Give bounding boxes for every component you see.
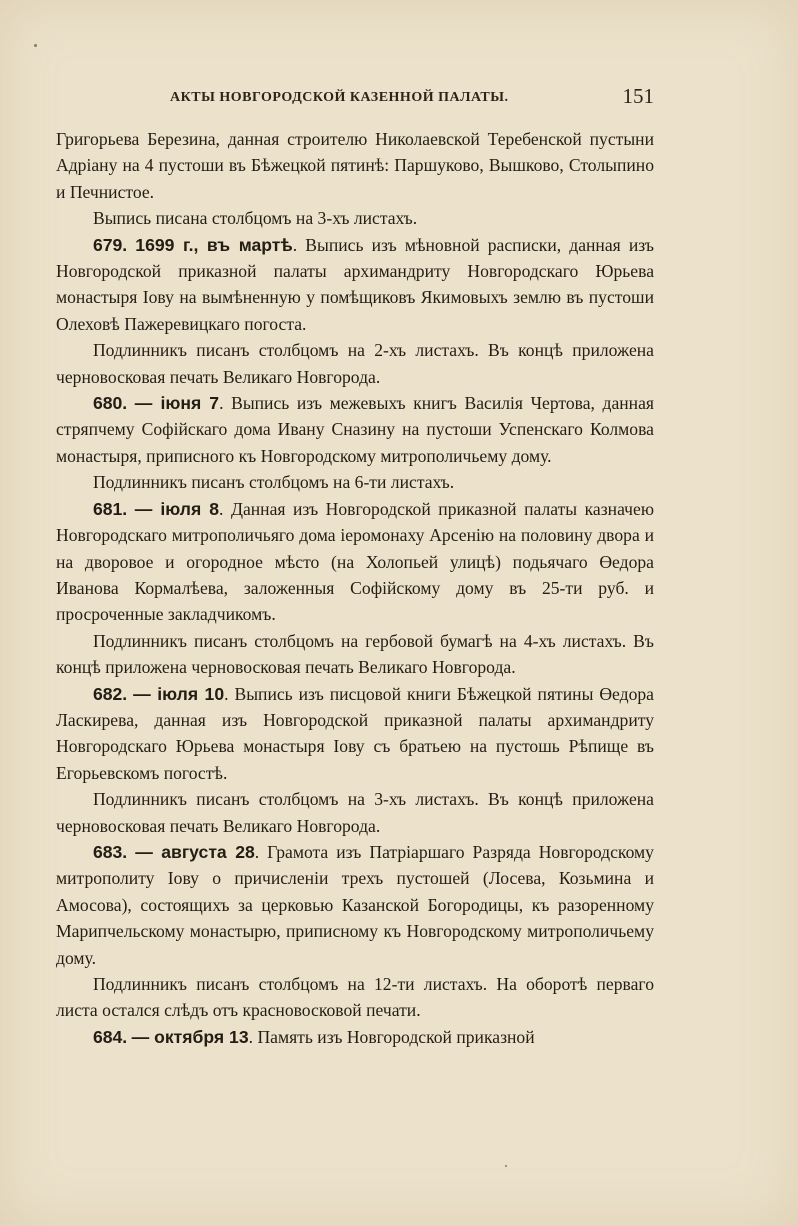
paragraph-note xyxy=(56,337,654,390)
entry-683 xyxy=(56,839,654,971)
page-header xyxy=(160,84,660,114)
entry-number: 681. xyxy=(92,498,128,519)
entry-date: — октября 13 xyxy=(131,1026,249,1047)
paragraph-text: Подлинникъ писанъ столбцомъ на 6-ти листахъ. xyxy=(92,472,455,493)
page-number: 151 xyxy=(622,84,654,108)
entry-number: 683. xyxy=(92,841,128,862)
paper-speck xyxy=(34,44,37,47)
entry-text: . Память изъ Новгородской приказной xyxy=(248,1026,535,1047)
paragraph-text: Подлинникъ писанъ столбцомъ на 2-хъ листахъ. Въ концѣ приложена черновосковая печать Великаго Новгорода. xyxy=(56,340,654,387)
entry-date: 1699 г., въ мартѣ xyxy=(135,234,293,255)
entry-679 xyxy=(56,232,654,338)
entry-682 xyxy=(56,681,654,787)
entry-date: — іюня 7 xyxy=(134,393,220,414)
entry-number: 679. xyxy=(92,234,128,255)
paragraph-text: Подлинникъ писанъ столбцомъ на 12-ти листахъ. На оборотѣ перваго листа остался слѣдъ отъ красновосковой печати. xyxy=(56,974,654,1021)
entry-text: . Выпись изъ межевыхъ книгъ Василія Чертова, данная стряпчему Софійскаго дома Ивану Сназину на пустоши Успенскаго Колмова монастыря, приписного къ Новгородскому митрополичьему дому. xyxy=(56,393,654,466)
paragraph-text: Подлинникъ писанъ столбцомъ на гербовой бумагѣ на 4-хъ листахъ. Въ концѣ приложена черновосковая печать Великаго Новгорода. xyxy=(56,630,654,678)
paragraph-text: Григорьева Березина, данная строителю Николаевской Теребенской пустыни Адріану на 4 пустоши въ Бѣжецкой пятинѣ: Паршуково, Вышково, Столыпино и Печнистое. xyxy=(56,129,654,202)
entry-text: . Грамота изъ Патріаршаго Разряда Новгородскому митрополиту Іову о причисленіи трехъ пустошей (Лосева, Козьмина и Амосова), состоящихъ за церковью Казанской Богородицы, къ разоренному Марипчельскому монастырю, приписному къ Новгородскому митрополичьему дому. xyxy=(56,841,654,968)
paragraph-note xyxy=(56,628,654,681)
paper-speck xyxy=(505,1165,507,1167)
entry-date: — іюля 10 xyxy=(133,683,225,704)
running-title: АКТЫ НОВГОРОДСКОЙ КАЗЕННОЙ ПАЛАТЫ. xyxy=(170,90,509,105)
entry-number: 680. xyxy=(92,393,128,414)
entry-681 xyxy=(56,496,654,628)
paragraph-note xyxy=(56,786,654,839)
paragraph-text: Подлинникъ писанъ столбцомъ на 3-хъ листахъ. Въ концѣ приложена черновосковая печать Великаго Новгорода. xyxy=(56,789,654,836)
paragraph-text: Выпись писана столбцомъ на 3-хъ листахъ. xyxy=(92,208,418,229)
entry-date: — іюля 8 xyxy=(134,498,220,519)
entry-number: 684. xyxy=(92,1026,128,1047)
entry-text: . Выпись изъ писцовой книги Бѣжецкой пятины Өедора Ласкирева, данная изъ Новгородской приказной палаты архимандриту Новгородскаго Юрьева монастыря Іову съ братьею на пустошь Рѣпище въ Егорьевскомъ погостѣ. xyxy=(56,683,654,783)
entry-684 xyxy=(56,1024,654,1050)
paragraph-note xyxy=(56,469,654,495)
entry-text: . Данная изъ Новгородской приказной палаты казначею Новгородскаго митрополичьяго дома іеромонаху Арсенію на половину двора и на дворовое и огородное мѣсто (на Холопьей улицѣ) подьячаго Өедора Иванова Кормалѣева, заложенныя Софійскому дому въ 25-ти руб. и просроченные закладчикомъ. xyxy=(56,498,654,625)
entry-680 xyxy=(56,390,654,469)
entry-number: 682. xyxy=(92,683,128,704)
entry-date: — августа 28 xyxy=(135,841,255,862)
paragraph-note xyxy=(56,205,654,231)
entry-text: . Выпись изъ мѣновной расписки, данная изъ Новгородской приказной палаты архимандриту Новгородскаго Юрьева монастыря Іову на вымѣненную у помѣщиковъ Якимовыхъ землю въ пустоши Олеховѣ Пажеревицкаго погоста. xyxy=(56,234,654,334)
paragraph-continued xyxy=(56,126,654,205)
paragraph-note xyxy=(56,971,654,1024)
page-body xyxy=(56,126,654,1050)
